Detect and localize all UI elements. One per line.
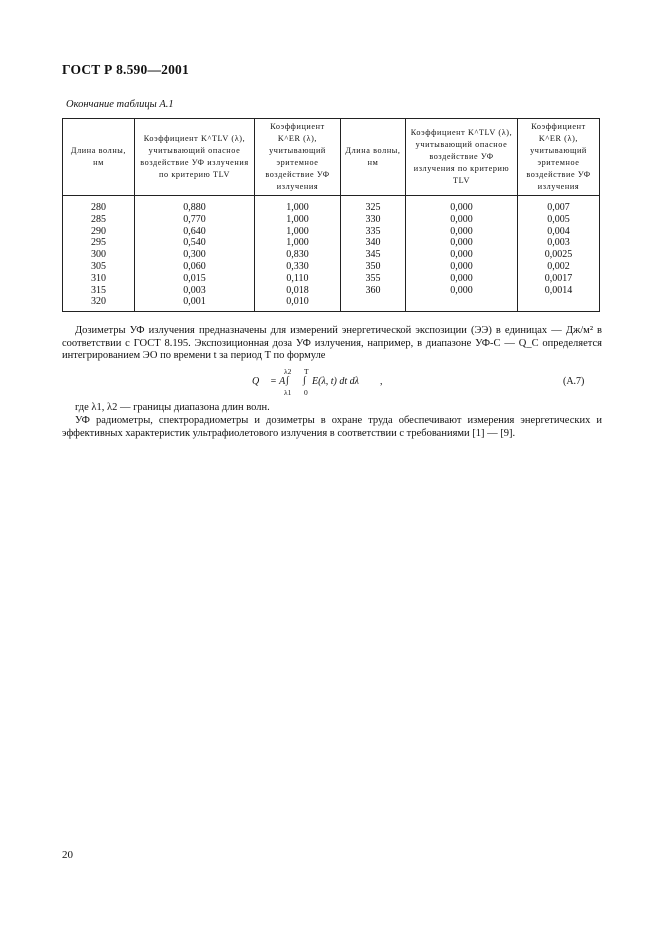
formula-eq: = A <box>270 376 286 387</box>
table-cell: 0,540 <box>183 237 206 249</box>
coefficient-table <box>62 118 600 312</box>
header-wavelength-1: Длина волны, нм <box>63 119 135 196</box>
formula-upper-1: λ2 <box>284 367 292 376</box>
table-cell: 0,000 <box>450 284 473 296</box>
table-cell: 345 <box>365 249 381 261</box>
table-cell: 0,000 <box>450 272 473 284</box>
formula-integrand: E(λ, t) dt dλ <box>312 376 359 387</box>
table-cell: 0,770 <box>183 213 206 225</box>
table-cell: 325 <box>365 202 381 213</box>
table-cell: 320 <box>91 296 106 308</box>
table-cell: 300 <box>91 249 106 261</box>
table-cell: 0,000 <box>450 202 473 213</box>
table-cell: 0,018 <box>286 284 309 296</box>
table-cell: 1,000 <box>286 225 309 237</box>
table-cell: 360 <box>365 284 381 296</box>
column-wavelength-1 <box>63 196 135 312</box>
formula-number: (А.7) <box>563 376 585 387</box>
table-cell: 330 <box>365 213 381 225</box>
document-header: ГОСТ Р 8.590—2001 <box>62 62 189 77</box>
table-cell: 310 <box>91 272 106 284</box>
header-wavelength-2: Длина волны, нм <box>341 119 406 196</box>
table-cell: 340 <box>365 237 381 249</box>
table-cell: 0,880 <box>183 202 206 213</box>
column-wavelength-2 <box>341 196 406 312</box>
paragraph-dosimeters: Дозиметры УФ излучения предназначены для измерений энергетической экспозиции (ЭЭ) в единицах — Дж/м² в соответствии с ГОСТ 8.195. Экспозиционная доза УФ излучения, например, в диапазоне УФ-С — Q_C определяется интегрированием ЭО по времени t за период T по формуле <box>62 325 602 362</box>
table-cell: 305 <box>91 260 106 272</box>
table-cell: 0,0014 <box>544 284 573 296</box>
column-tlv-1 <box>135 196 255 312</box>
table-caption: Окончание таблицы А.1 <box>66 99 174 110</box>
table-cell: 290 <box>91 225 106 237</box>
table-cell: 285 <box>91 213 106 225</box>
table-cell: 0,110 <box>286 272 309 284</box>
table-cell: 0,000 <box>450 225 473 237</box>
formula-upper-2: T <box>304 367 309 376</box>
table-cell: 1,000 <box>286 237 309 249</box>
table-cell: 0,000 <box>450 213 473 225</box>
table-cell: 335 <box>365 225 381 237</box>
table-cell: 0,330 <box>286 260 309 272</box>
header-er-1: Коэффициент K^ER (λ), учитывающий эритемное воздействие УФ излучения <box>255 119 341 196</box>
table-cell: 0,001 <box>183 296 206 308</box>
table-cell: 0,640 <box>183 225 206 237</box>
formula-lower-2: 0 <box>304 388 308 397</box>
table-cell: 0,000 <box>450 260 473 272</box>
formula-lower-1: λ1 <box>284 388 292 397</box>
table-cell: 315 <box>91 284 106 296</box>
paragraph-where: где λ1, λ2 — границы диапазона длин волн. <box>75 402 270 413</box>
table-cell: 0,007 <box>547 202 570 213</box>
integral-sign-1: ∫ <box>286 375 289 386</box>
table-cell: 1,000 <box>286 202 309 213</box>
table-cell: 0,000 <box>450 237 473 249</box>
table-cell: 0,0025 <box>544 249 573 261</box>
table-cell: 0,003 <box>547 237 570 249</box>
table-cell: 350 <box>365 260 381 272</box>
paragraph-radiometers: УФ радиометры, спектрорадиометры и дозиметры в охране труда обеспечивают измерения энергетических и эффективных характеристик ультрафиолетового излучения в соответствии с требованиями [1] — [9]. <box>62 415 602 439</box>
table-cell: 0,060 <box>183 260 206 272</box>
header-er-2: Коэффициент K^ER (λ), учитывающий эритемное воздействие УФ излучения <box>518 119 600 196</box>
header-tlv-1: Коэффициент K^TLV (λ), учитывающий опасное воздействие УФ излучения по критерию TLV <box>135 119 255 196</box>
integral-sign-2: ∫ <box>303 375 306 386</box>
table-cell: 280 <box>91 202 106 213</box>
header-tlv-2: Коэффициент K^TLV (λ), учитывающий опасное воздействие УФ излучения по критерию TLV <box>406 119 518 196</box>
table-cell: 0,0017 <box>544 272 573 284</box>
column-er-1 <box>255 196 341 312</box>
table-cell: 0,015 <box>183 272 206 284</box>
table-cell: 0,830 <box>286 249 309 261</box>
column-er-2 <box>518 196 600 312</box>
table-cell: 0,005 <box>547 213 570 225</box>
formula-comma: , <box>380 376 383 387</box>
table-cell: 355 <box>365 272 381 284</box>
table-cell: 0,002 <box>547 260 570 272</box>
column-tlv-2 <box>406 196 518 312</box>
table-cell: 0,003 <box>183 284 206 296</box>
table-cell: 0,000 <box>450 249 473 261</box>
table-cell: 0,010 <box>286 296 309 308</box>
table-cell: 295 <box>91 237 106 249</box>
page-number: 20 <box>62 849 73 861</box>
table-cell: 0,004 <box>547 225 570 237</box>
formula-lhs: Q <box>252 376 260 387</box>
table-cell: 1,000 <box>286 213 309 225</box>
table-cell: 0,300 <box>183 249 206 261</box>
formula-a7 <box>252 368 612 400</box>
